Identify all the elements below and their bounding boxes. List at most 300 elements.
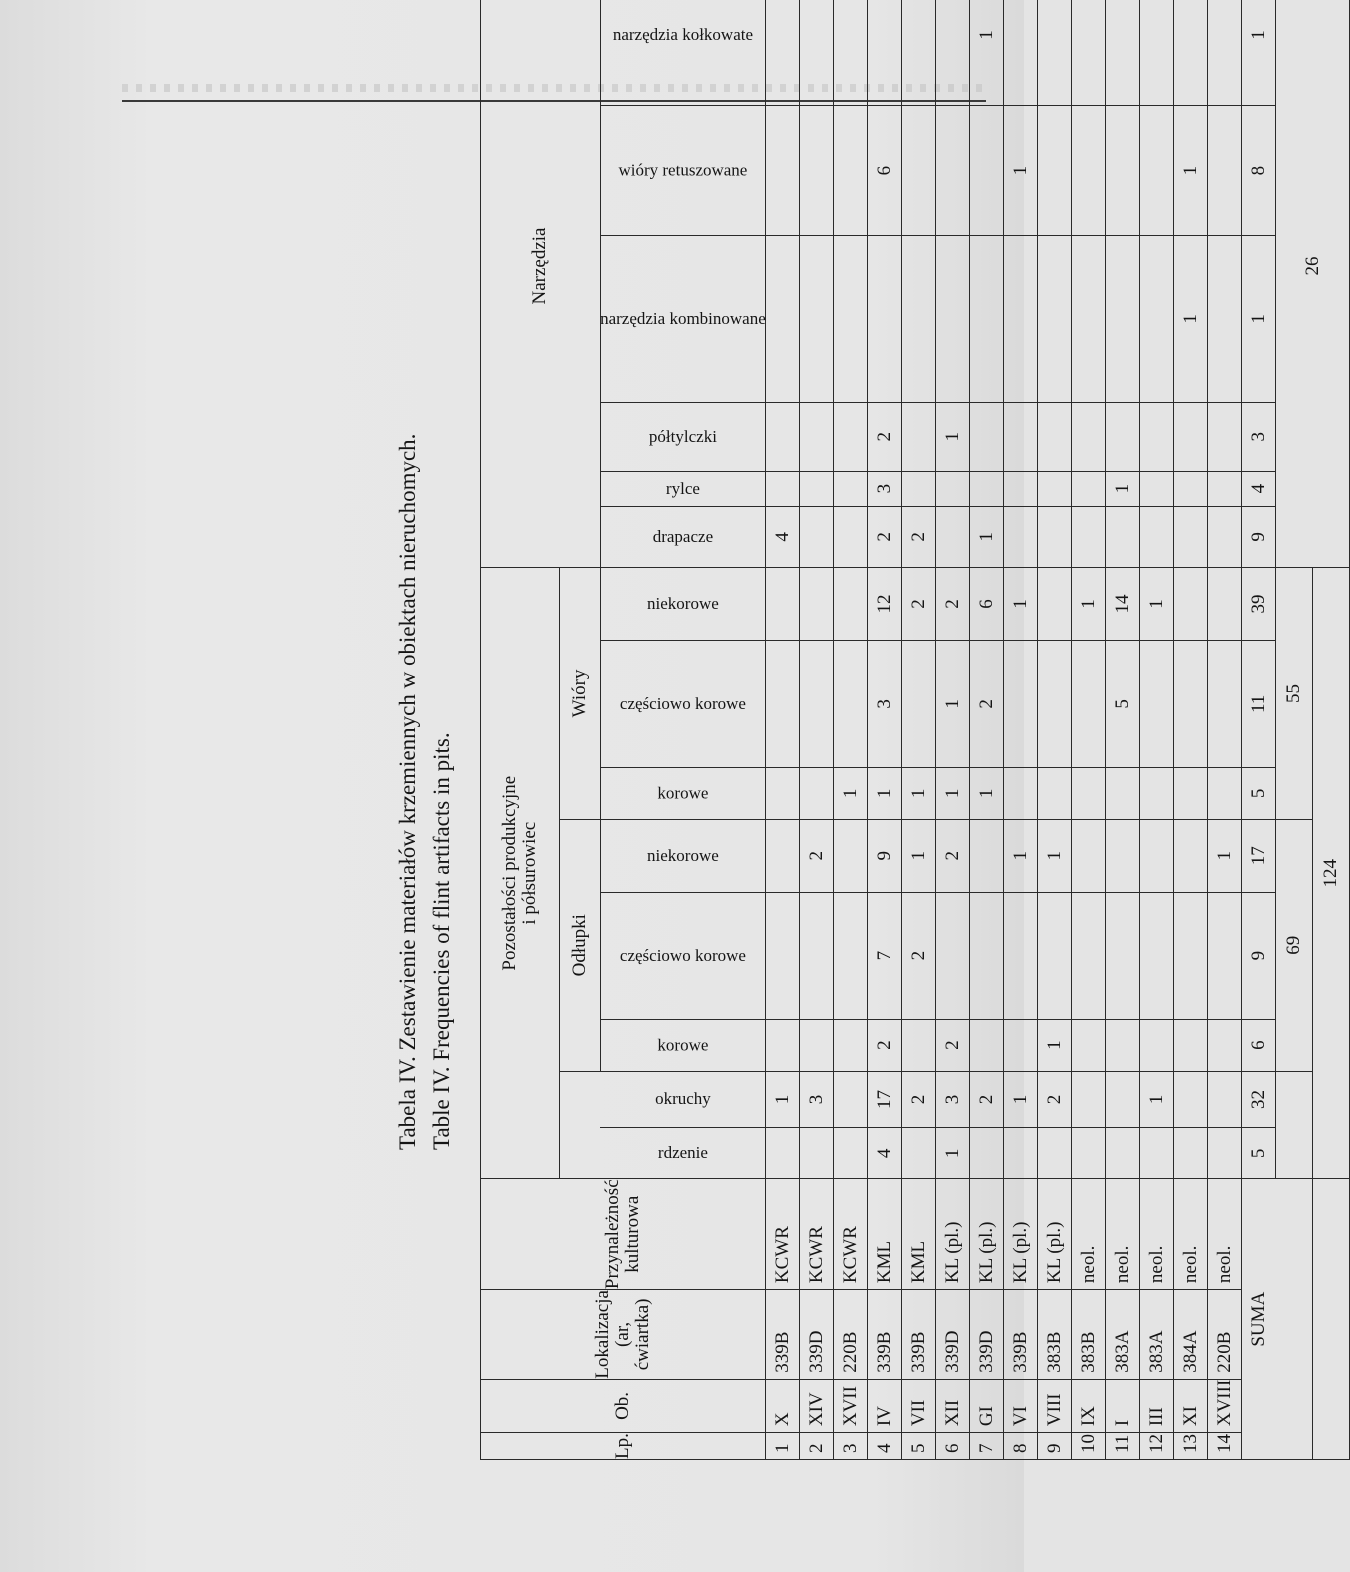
cell-wcz: 5	[1106, 640, 1140, 767]
cell-wn	[1038, 568, 1072, 641]
caption-polish: Tabela IV. Zestawienie materiałów krzemiennych w obiektach nieruchomych.	[395, 433, 420, 1150]
rotated-table-page	[0, 18, 1342, 1554]
total-odlupki: 69	[1276, 819, 1313, 1071]
cell-pol	[1004, 402, 1038, 471]
cell-ocz	[834, 892, 868, 1019]
cell-wret: 6	[868, 106, 902, 236]
cell-ok	[1140, 1019, 1174, 1071]
cell-ryl: 1	[1106, 471, 1140, 506]
cell-okr: 17	[868, 1071, 902, 1128]
cell-wn: 2	[902, 568, 936, 641]
cell-ryl	[1140, 471, 1174, 506]
cell-wn	[800, 568, 834, 641]
cell-on: 2	[936, 819, 970, 892]
cell-ok	[1004, 1019, 1038, 1071]
cell-ryl: 3	[868, 471, 902, 506]
cell-wn: 2	[936, 568, 970, 641]
cell-ob: VIII	[1038, 1379, 1072, 1432]
cell-wret	[1038, 106, 1072, 236]
cell-kult: KL (pl.)	[1038, 1179, 1072, 1290]
cell-pol	[1072, 402, 1106, 471]
cell-ok	[970, 1019, 1004, 1071]
cell-kol	[868, 0, 902, 106]
cell-pol	[902, 402, 936, 471]
cell-ok	[902, 1019, 936, 1071]
total-narzedzia: 26	[1276, 0, 1350, 568]
cell-komb	[766, 236, 800, 403]
table-row	[1174, 0, 1208, 1460]
sum-rdz: 5	[1242, 1128, 1276, 1179]
cell-kol	[1072, 0, 1106, 106]
cell-kol: 1	[970, 0, 1004, 106]
cell-lp: 4	[868, 1433, 902, 1460]
col-wiory-retuszowane	[600, 106, 766, 236]
cell-rdz	[1174, 1128, 1208, 1179]
table-row	[800, 0, 834, 1460]
cell-on	[1174, 819, 1208, 892]
cell-kol	[936, 0, 970, 106]
cell-okr: 1	[1004, 1071, 1038, 1128]
cell-rdz	[1072, 1128, 1106, 1179]
cell-lok: 339B	[868, 1290, 902, 1380]
cell-on: 1	[902, 819, 936, 892]
cell-ok	[1208, 1019, 1242, 1071]
cell-lok: 339D	[970, 1290, 1004, 1380]
cell-ocz: 2	[902, 892, 936, 1019]
caption-english: Table IV. Frequencies of flint artifacts in pits.	[429, 732, 454, 1150]
cell-wk	[1106, 767, 1140, 819]
table-row	[902, 0, 936, 1460]
cell-okr	[1208, 1071, 1242, 1128]
cell-drap: 4	[766, 506, 800, 567]
cell-kult: KCWR	[834, 1179, 868, 1290]
cell-wn: 1	[1140, 568, 1174, 641]
cell-ob: VII	[902, 1379, 936, 1432]
col-okruchy	[600, 1071, 766, 1128]
table-row	[936, 0, 970, 1460]
col-wiory-czesciowo-label: częściowo korowe	[619, 693, 746, 713]
cell-ryl	[936, 471, 970, 506]
cell-wk	[1140, 767, 1174, 819]
cell-lp: 2	[800, 1433, 834, 1460]
cell-wcz	[800, 640, 834, 767]
cell-rdz	[766, 1128, 800, 1179]
cell-komb	[1208, 236, 1242, 403]
cell-ocz	[800, 892, 834, 1019]
cell-komb	[1004, 236, 1038, 403]
totals-blank	[1276, 1071, 1313, 1179]
cell-okr	[1174, 1071, 1208, 1128]
cell-lp: 5	[902, 1433, 936, 1460]
cell-ok: 1	[1038, 1019, 1072, 1071]
group-blank	[560, 1071, 601, 1179]
cell-lp: 6	[936, 1433, 970, 1460]
cell-okr: 3	[936, 1071, 970, 1128]
cell-rdz	[970, 1128, 1004, 1179]
cell-wn: 1	[1004, 568, 1038, 641]
col-odlupki-niekorowe-label: niekorowe	[646, 845, 719, 865]
cell-wret: 1	[1174, 106, 1208, 236]
col-przynaleznosc	[481, 1179, 766, 1290]
col-rdzenie-label: rdzenie	[657, 1143, 708, 1163]
col-okruchy-label: okruchy	[654, 1089, 711, 1109]
cell-pol	[1038, 402, 1072, 471]
cell-drap: 1	[970, 506, 1004, 567]
cell-okr: 3	[800, 1071, 834, 1128]
cell-lok: 383A	[1106, 1290, 1140, 1380]
cell-drap: 2	[902, 506, 936, 567]
cell-kult: neol.	[1106, 1179, 1140, 1290]
cell-wcz	[1072, 640, 1106, 767]
group-odlupki: Odłupki	[560, 819, 601, 1071]
cell-komb: 1	[1174, 236, 1208, 403]
cell-pol	[834, 402, 868, 471]
cell-wk: 1	[936, 767, 970, 819]
cell-kol	[1004, 0, 1038, 106]
cell-ocz	[1072, 892, 1106, 1019]
cell-pol	[1208, 402, 1242, 471]
cell-kol	[766, 0, 800, 106]
cell-rdz	[834, 1128, 868, 1179]
cell-lok: 339D	[800, 1290, 834, 1380]
cell-wret	[936, 106, 970, 236]
group-totals-row	[1276, 0, 1313, 1460]
flint-artifacts-table	[480, 0, 1350, 1460]
col-odlupki-niekorowe	[600, 819, 766, 892]
cell-komb	[902, 236, 936, 403]
cell-lp: 14	[1208, 1433, 1242, 1460]
cell-pol: 1	[936, 402, 970, 471]
cell-wret	[834, 106, 868, 236]
col-polyleczki	[600, 402, 766, 471]
cell-ob: XI	[1174, 1379, 1208, 1432]
sum-ok: 6	[1242, 1019, 1276, 1071]
cell-kol	[834, 0, 868, 106]
cell-ob: IX	[1072, 1379, 1106, 1432]
cell-kol	[1140, 0, 1174, 106]
cell-ryl	[1004, 471, 1038, 506]
cell-on	[970, 819, 1004, 892]
col-rdzenie	[600, 1128, 766, 1179]
cell-drap	[834, 506, 868, 567]
cell-drap	[1004, 506, 1038, 567]
cell-lp: 9	[1038, 1433, 1072, 1460]
cell-on: 1	[1038, 819, 1072, 892]
col-polyleczki-label: półtylczki	[648, 426, 717, 446]
col-przynaleznosc-line2: kulturowa	[622, 1195, 643, 1273]
cell-wn: 12	[868, 568, 902, 641]
cell-wk	[1208, 767, 1242, 819]
col-rylce-label: rylce	[665, 478, 700, 498]
cell-drap	[1208, 506, 1242, 567]
cell-lp: 11	[1106, 1433, 1140, 1460]
table-body	[766, 0, 1242, 1460]
cell-on	[1072, 819, 1106, 892]
cell-lok: 339B	[902, 1290, 936, 1380]
col-narzedzia-kolkowate	[600, 0, 766, 106]
sum-okr: 32	[1242, 1071, 1276, 1128]
cell-kult: neol.	[1208, 1179, 1242, 1290]
totals-label-cell-2	[1313, 1179, 1350, 1460]
cell-kult: KCWR	[800, 1179, 834, 1290]
cell-wret	[800, 106, 834, 236]
cell-wret	[970, 106, 1004, 236]
table-row	[1004, 0, 1038, 1460]
cell-lp: 3	[834, 1433, 868, 1460]
col-wiory-retuszowane-label: wióry retuszowane	[618, 160, 748, 180]
cell-pol	[766, 402, 800, 471]
cell-ryl	[1072, 471, 1106, 506]
cell-lok: 220B	[834, 1290, 868, 1380]
cell-komb	[868, 236, 902, 403]
cell-lok: 383A	[1140, 1290, 1174, 1380]
cell-wret: 1	[1004, 106, 1038, 236]
cell-kol	[800, 0, 834, 106]
col-narzedzia-kombinowane-label: narzędzia kombinowane	[599, 308, 766, 328]
cell-lok: 384A	[1174, 1290, 1208, 1380]
cell-ryl	[766, 471, 800, 506]
cell-wk	[1004, 767, 1038, 819]
cell-drap	[1140, 506, 1174, 567]
cell-wk	[800, 767, 834, 819]
cell-wk: 1	[868, 767, 902, 819]
sum-pol: 3	[1242, 402, 1276, 471]
sum-row	[1242, 0, 1276, 1460]
cell-lp: 1	[766, 1433, 800, 1460]
cell-rdz	[1038, 1128, 1072, 1179]
cell-ocz	[1038, 892, 1072, 1019]
col-lp: Lp.	[481, 1433, 766, 1460]
cell-on: 2	[800, 819, 834, 892]
cell-ryl	[902, 471, 936, 506]
cell-lok: 339B	[1004, 1290, 1038, 1380]
cell-wk	[1038, 767, 1072, 819]
cell-ryl	[800, 471, 834, 506]
cell-drap	[1106, 506, 1140, 567]
col-wiory-korowe-label: korowe	[657, 783, 709, 803]
sum-drap: 9	[1242, 506, 1276, 567]
cell-wn: 14	[1106, 568, 1140, 641]
cell-ob: X	[766, 1379, 800, 1432]
cell-on: 1	[1004, 819, 1038, 892]
cell-kult: neol.	[1072, 1179, 1106, 1290]
cell-ok	[834, 1019, 868, 1071]
col-narzedzia-kolkowate-label: narzędzia kołkowate	[612, 25, 753, 45]
group-pozostalosci-line2: i półsurowiec	[519, 821, 540, 925]
cell-lp: 13	[1174, 1433, 1208, 1460]
cell-wk	[1174, 767, 1208, 819]
group-narzedzia: Narzędzia	[481, 0, 601, 568]
cell-wk: 1	[902, 767, 936, 819]
cell-rdz	[1004, 1128, 1038, 1179]
cell-drap	[936, 506, 970, 567]
cell-drap	[1174, 506, 1208, 567]
cell-wcz: 3	[868, 640, 902, 767]
cell-kult: KML	[868, 1179, 902, 1290]
cell-wcz: 1	[936, 640, 970, 767]
cell-ocz: 7	[868, 892, 902, 1019]
col-rylce	[600, 471, 766, 506]
cell-ocz	[1106, 892, 1140, 1019]
cell-ryl	[970, 471, 1004, 506]
cell-rdz	[902, 1128, 936, 1179]
col-wiory-korowe	[600, 767, 766, 819]
cell-kol	[902, 0, 936, 106]
cell-wret	[766, 106, 800, 236]
cell-ocz	[970, 892, 1004, 1019]
group-wiory: Wióry	[560, 568, 601, 820]
cell-wn	[766, 568, 800, 641]
cell-okr: 2	[902, 1071, 936, 1128]
col-wiory-niekorowe-label: niekorowe	[646, 594, 719, 614]
cell-ok	[766, 1019, 800, 1071]
total-wiory: 55	[1276, 568, 1313, 820]
cell-lok: 339D	[936, 1290, 970, 1380]
cell-on	[766, 819, 800, 892]
cell-lp: 10	[1072, 1433, 1106, 1460]
cell-ob: IV	[868, 1379, 902, 1432]
col-wiory-niekorowe	[600, 568, 766, 641]
cell-pol	[1174, 402, 1208, 471]
cell-ok: 2	[868, 1019, 902, 1071]
table-row	[1208, 0, 1242, 1460]
col-przynaleznosc-line1: Przynależność	[602, 1179, 624, 1290]
table-row	[834, 0, 868, 1460]
col-odlupki-korowe-label: korowe	[657, 1035, 709, 1055]
cell-wk: 1	[834, 767, 868, 819]
cell-wret	[902, 106, 936, 236]
cell-komb	[1106, 236, 1140, 403]
sum-kol: 1	[1242, 0, 1276, 106]
cell-wk: 1	[970, 767, 1004, 819]
cell-okr: 2	[970, 1071, 1004, 1128]
table-row	[868, 0, 902, 1460]
cell-ryl	[1038, 471, 1072, 506]
cell-wret	[1106, 106, 1140, 236]
cell-ok: 2	[936, 1019, 970, 1071]
cell-ryl	[1174, 471, 1208, 506]
cell-kult: neol.	[1140, 1179, 1174, 1290]
cell-lp: 12	[1140, 1433, 1174, 1460]
cell-on: 1	[1208, 819, 1242, 892]
cell-ok	[1106, 1019, 1140, 1071]
cell-rdz	[800, 1128, 834, 1179]
cell-lok: 339B	[766, 1290, 800, 1380]
table-row	[1140, 0, 1174, 1460]
cell-ocz	[1208, 892, 1242, 1019]
cell-wret	[1140, 106, 1174, 236]
cell-ocz	[936, 892, 970, 1019]
sum-wk: 5	[1242, 767, 1276, 819]
sum-wn: 39	[1242, 568, 1276, 641]
cell-on	[1106, 819, 1140, 892]
cell-komb	[834, 236, 868, 403]
cell-lok: 220B	[1208, 1290, 1242, 1380]
cell-kult: KL (pl.)	[1004, 1179, 1038, 1290]
cell-okr: 2	[1038, 1071, 1072, 1128]
cell-wcz	[1140, 640, 1174, 767]
cell-kol	[1208, 0, 1242, 106]
cell-ob: VI	[1004, 1379, 1038, 1432]
cell-drap	[1072, 506, 1106, 567]
cell-rdz	[1106, 1128, 1140, 1179]
cell-okr: 1	[766, 1071, 800, 1128]
table-row	[766, 0, 800, 1460]
col-lokalizacja-line2: (ar, ćwiartka)	[612, 1298, 653, 1371]
total-pozostalosci: 124	[1313, 568, 1350, 1179]
col-odlupki-czesciowo	[600, 892, 766, 1019]
cell-okr: 1	[1140, 1071, 1174, 1128]
sum-ocz: 9	[1242, 892, 1276, 1019]
cell-wn	[834, 568, 868, 641]
cell-wcz	[902, 640, 936, 767]
totals-label-cell	[1276, 1179, 1313, 1460]
col-narzedzia-kombinowane	[600, 236, 766, 403]
cell-okr	[1072, 1071, 1106, 1128]
cell-kult: neol.	[1174, 1179, 1208, 1290]
cell-lok: 383B	[1038, 1290, 1072, 1380]
col-lokalizacja-line1: Lokalizacja	[592, 1290, 614, 1379]
cell-komb	[970, 236, 1004, 403]
cell-ok	[800, 1019, 834, 1071]
cell-lp: 7	[970, 1433, 1004, 1460]
cell-on	[1140, 819, 1174, 892]
col-odlupki-korowe	[600, 1019, 766, 1071]
cell-okr	[1106, 1071, 1140, 1128]
cell-pol: 2	[868, 402, 902, 471]
cell-kult: KL (pl.)	[936, 1179, 970, 1290]
table-row	[1072, 0, 1106, 1460]
cell-pol	[1140, 402, 1174, 471]
col-ob: Ob.	[481, 1379, 766, 1432]
cell-wcz	[834, 640, 868, 767]
cell-ob: GI	[970, 1379, 1004, 1432]
group-pozostalosci-line1: Pozostałości produkcyjne	[499, 775, 521, 971]
cell-komb	[1140, 236, 1174, 403]
cell-kol	[1038, 0, 1072, 106]
cell-ocz	[1004, 892, 1038, 1019]
sum-wret: 8	[1242, 106, 1276, 236]
cell-rdz: 4	[868, 1128, 902, 1179]
cell-drap	[800, 506, 834, 567]
col-wiory-czesciowo	[600, 640, 766, 767]
cell-komb	[1072, 236, 1106, 403]
cell-pol	[800, 402, 834, 471]
cell-kult: KL (pl.)	[970, 1179, 1004, 1290]
cell-lp: 8	[1004, 1433, 1038, 1460]
cell-wret	[1072, 106, 1106, 236]
cell-ok	[1072, 1019, 1106, 1071]
cell-lok: 383B	[1072, 1290, 1106, 1380]
cell-ob: XII	[936, 1379, 970, 1432]
cell-kult: KCWR	[766, 1179, 800, 1290]
sum-on: 17	[1242, 819, 1276, 892]
cell-wret	[1208, 106, 1242, 236]
col-drapacze	[600, 506, 766, 567]
cell-kol	[1106, 0, 1140, 106]
cell-ob: I	[1106, 1379, 1140, 1432]
cell-ob: XVIII	[1208, 1379, 1242, 1432]
header-row-1	[481, 0, 560, 1460]
cell-wcz: 2	[970, 640, 1004, 767]
cell-komb	[1038, 236, 1072, 403]
cell-rdz	[1208, 1128, 1242, 1179]
cell-drap: 2	[868, 506, 902, 567]
cell-okr	[834, 1071, 868, 1128]
cell-ryl	[1208, 471, 1242, 506]
cell-rdz: 1	[936, 1128, 970, 1179]
cell-ok	[1174, 1019, 1208, 1071]
